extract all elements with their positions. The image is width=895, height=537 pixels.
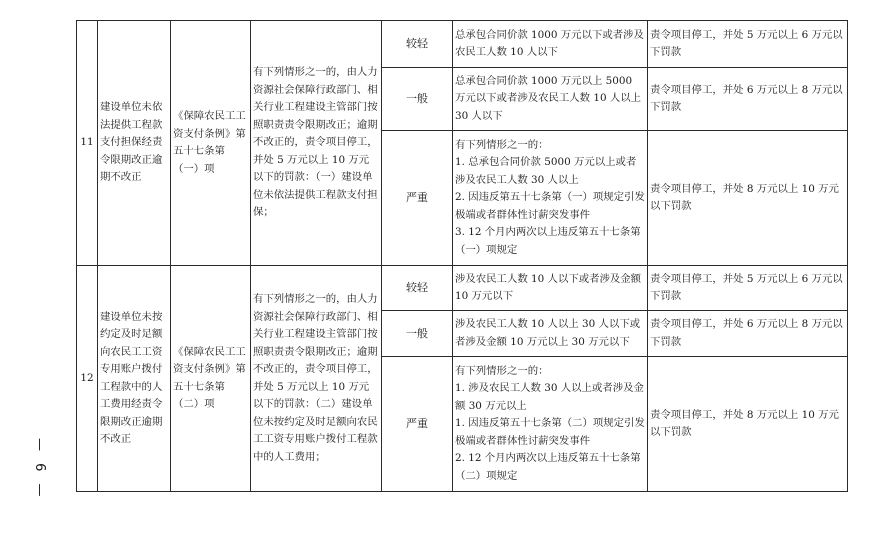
description-line: 有下列情形之一的： (455, 138, 549, 151)
page-number: — 6 — (32, 438, 47, 501)
description-line: 2. 因违反第五十七条第（一）项规定引发极端或者群体性讨薪突发事件 (455, 191, 645, 221)
description-line: 2. 12 个月内两次以上违反第五十七条第（二）项规定 (455, 452, 641, 482)
severity-description (453, 266, 648, 311)
severity-description (453, 131, 648, 266)
legal-basis: 《保障农民工工资支付条例》第五十七条第（二）项 (171, 266, 251, 492)
severity-level: 一般 (382, 68, 453, 131)
penalty-amount: 责令项目停工，并处 8 万元以上 10 万元以下罚款 (648, 131, 848, 266)
severity-description (453, 21, 648, 68)
description-line: 涉及农民工人数 10 人以下或者涉及金额 10 万元以下 (455, 272, 642, 302)
severity-description (453, 311, 648, 357)
severity-level: 一般 (382, 311, 453, 357)
severity-description (453, 68, 648, 131)
penalty-condition: 有下列情形之一的，由人力资源社会保障行政部门、相关行业工程建设主管部门按照职责责令限期改正；逾期不改正的，责令项目停工，并处 5 万元以上 10 万元以下的罚款：（一）建设单位未依法提供工程款支付担保； (251, 21, 382, 266)
description-line: 总承包合同价款 1000 万元以上 5000 万元以下或者涉及农民工人数 10 人以上 30 人以下 (455, 74, 642, 122)
description-line: 总承包合同价款 1000 万元以下或者涉及农民工人数 10 人以下 (455, 28, 644, 58)
row-number: 12 (77, 266, 98, 492)
severity-level: 较轻 (382, 266, 453, 311)
violation-act: 建设单位未按约定及时足额向农民工工资专用账户拨付工程款中的人工费用经责令限期改正逾期不改正 (98, 266, 171, 492)
description-line: 3. 12 个月内两次以上违反第五十七条第（一）项规定 (455, 226, 641, 256)
severity-level: 较轻 (382, 21, 453, 68)
description-line: 1. 因违反第五十七条第（二）项规定引发极端或者群体性讨薪突发事件 (455, 417, 645, 447)
severity-level: 严重 (382, 131, 453, 266)
penalty-amount: 责令项目停工，并处 8 万元以上 10 万元以下罚款 (648, 357, 848, 492)
row-number: 11 (77, 21, 98, 266)
penalty-amount: 责令项目停工，并处 6 万元以上 8 万元以下罚款 (648, 311, 848, 357)
description-line: 有下列情形之一的： (455, 364, 549, 377)
description-line: 1. 总承包合同价款 5000 万元以上或者涉及农民工人数 30 人以上 (455, 156, 637, 186)
description-line: 涉及农民工人数 10 人以上 30 人以下或者涉及金额 10 万元以上 30 万元以下 (455, 318, 641, 348)
severity-level: 严重 (382, 357, 453, 492)
penalty-standard-table (76, 20, 848, 492)
description-line: 1. 涉及农民工人数 30 人以上或者涉及金额 30 万元以上 (455, 382, 644, 412)
penalty-amount: 责令项目停工，并处 6 万元以上 8 万元以下罚款 (648, 68, 848, 131)
severity-description (453, 357, 648, 492)
penalty-condition: 有下列情形之一的，由人力资源社会保障行政部门、相关行业工程建设主管部门按照职责责令限期改正；逾期不改正的，责令项目停工，并处 5 万元以上 10 万元以下的罚款：（二）建设单位未按约定及时足额向农民工工资专用账户拨付工程款中的人工费用； (251, 266, 382, 492)
violation-act: 建设单位未依法提供工程款支付担保经责令限期改正逾期不改正 (98, 21, 171, 266)
legal-basis: 《保障农民工工资支付条例》第五十七条第（一）项 (171, 21, 251, 266)
penalty-amount: 责令项目停工，并处 5 万元以上 6 万元以下罚款 (648, 266, 848, 311)
penalty-amount: 责令项目停工，并处 5 万元以上 6 万元以下罚款 (648, 21, 848, 68)
